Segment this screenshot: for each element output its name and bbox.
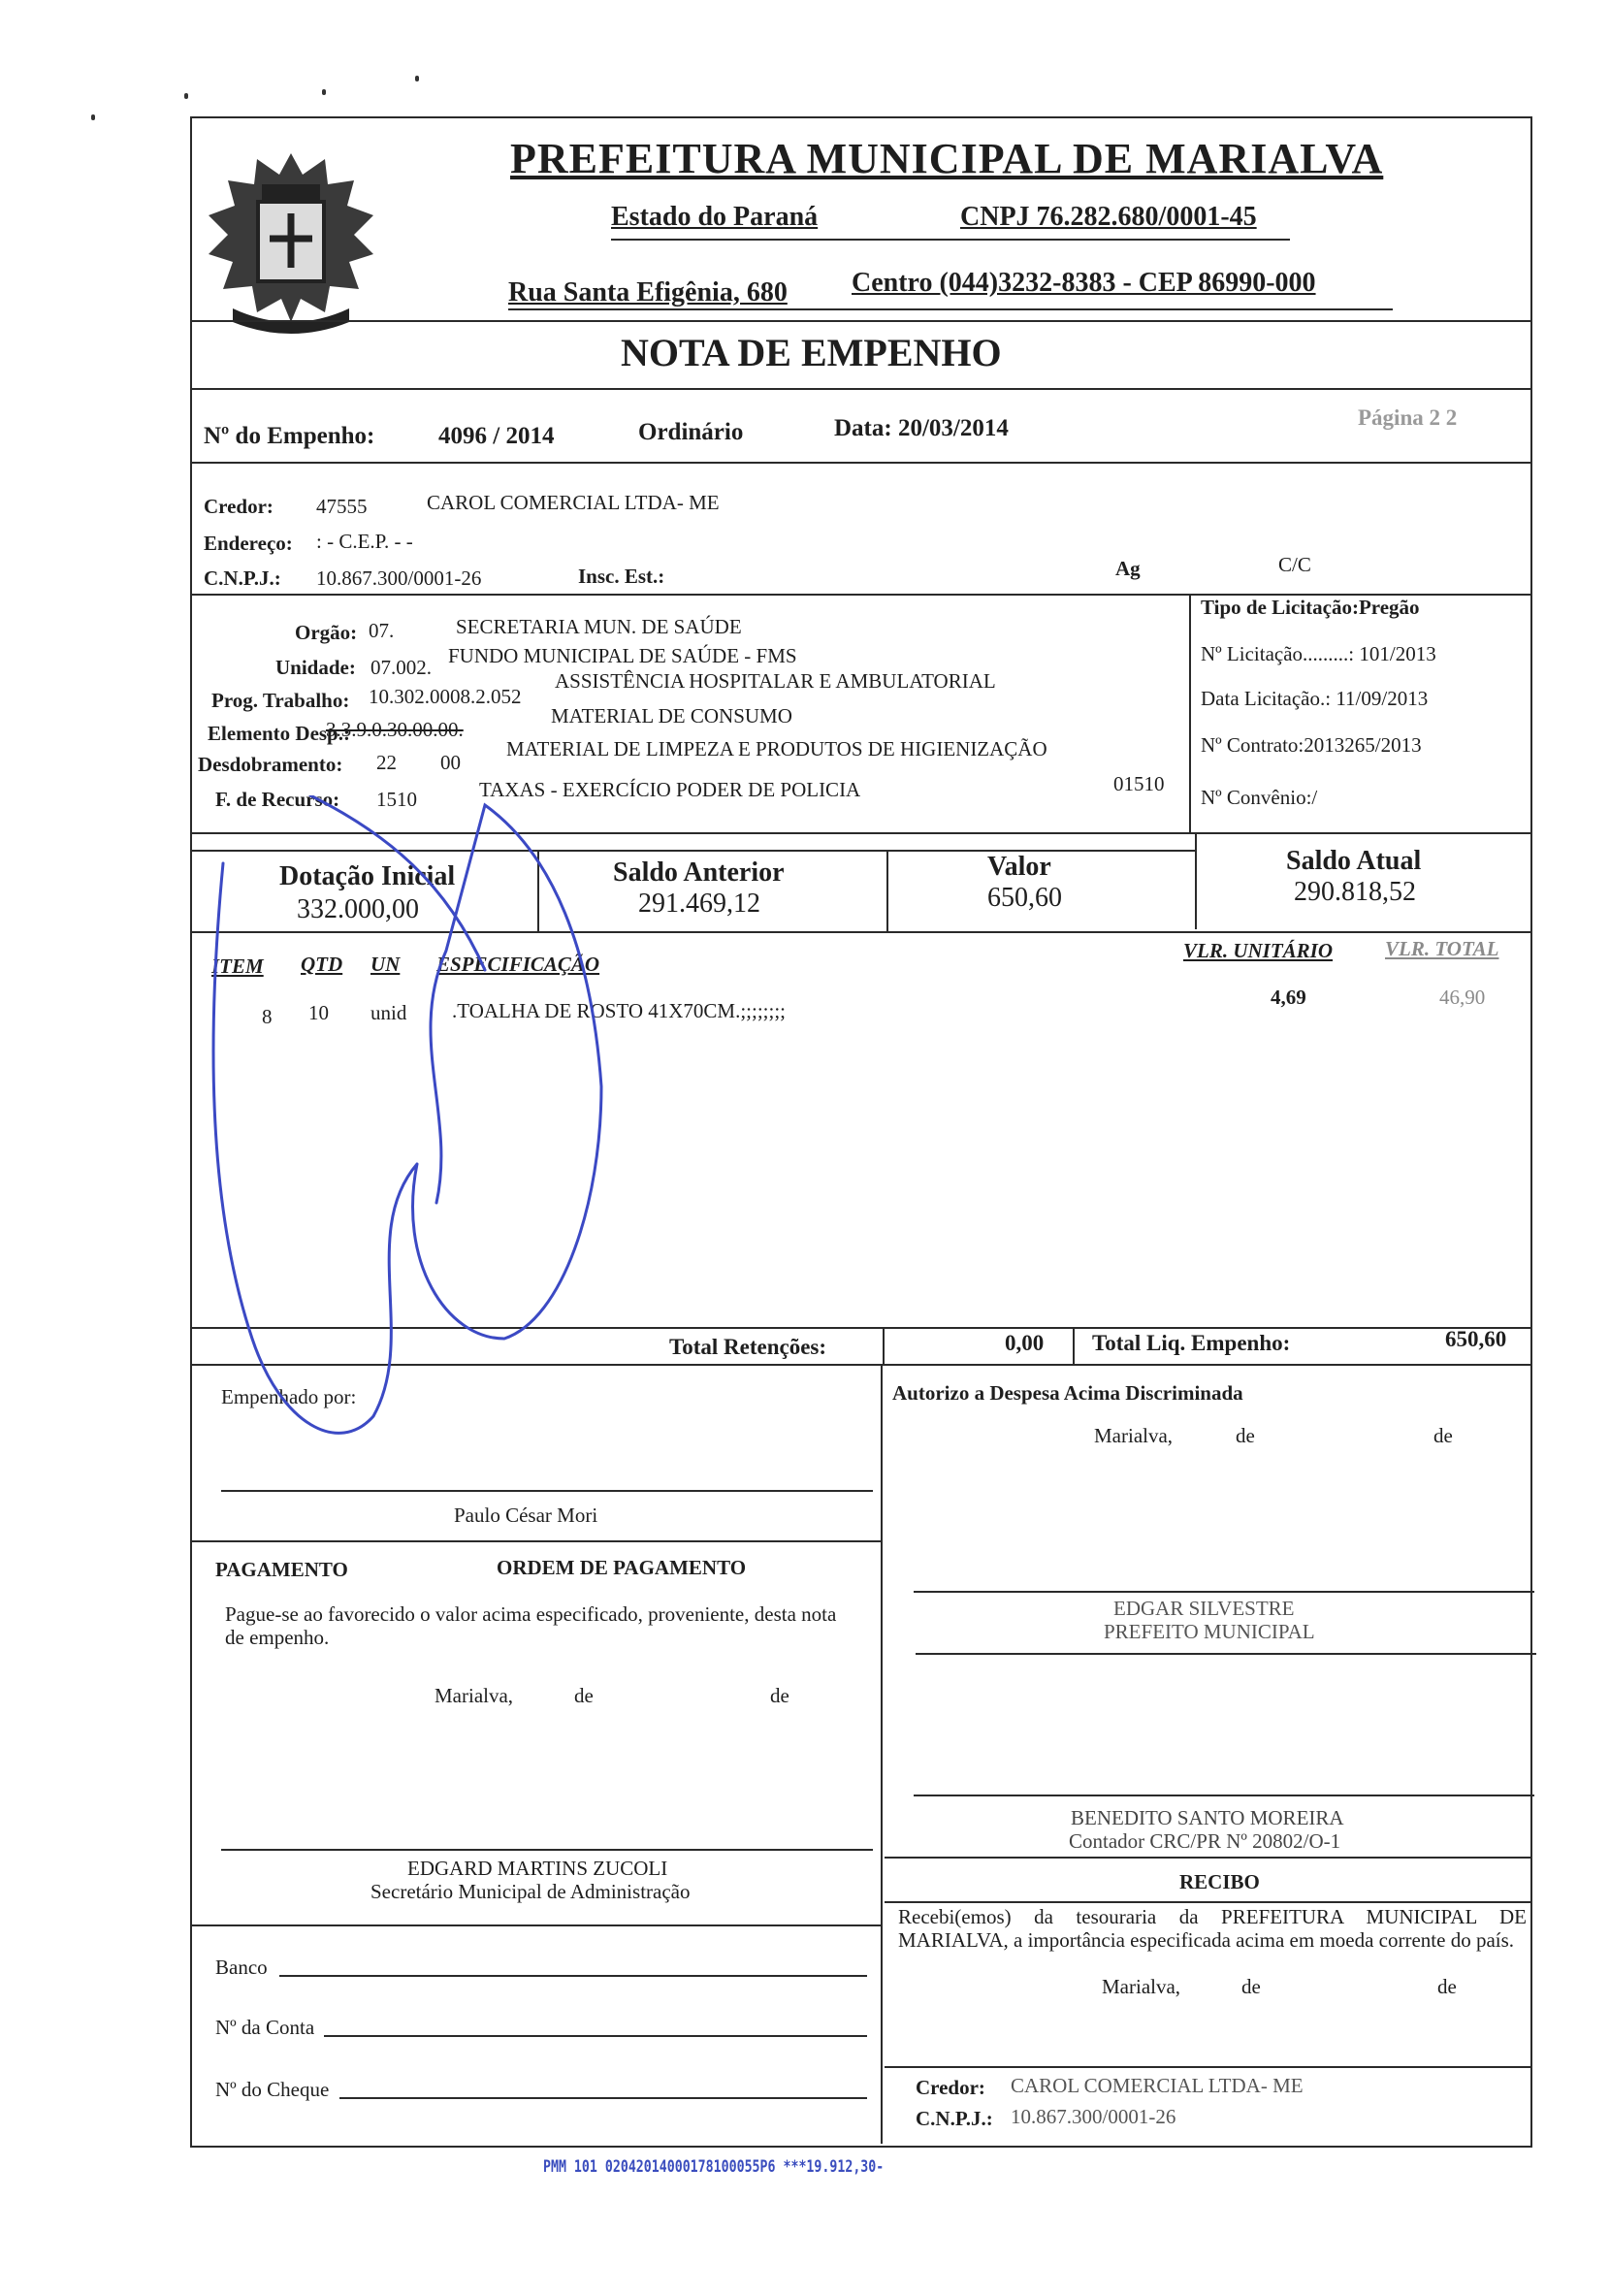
recurso-extra: 01510 <box>1113 772 1165 795</box>
col-header-qtd: QTD <box>301 953 343 976</box>
credor-label: Credor: <box>204 495 274 518</box>
pagamento-city: Marialva, <box>435 1684 514 1707</box>
scan-speck <box>184 93 188 99</box>
insc-label: Insc. Est.: <box>578 565 665 588</box>
licitacao-numero: Nº Licitação.........: 101/2013 <box>1201 642 1436 665</box>
valor-value: 650,60 <box>987 883 1062 913</box>
cc-label: C/C <box>1278 553 1311 576</box>
orgao-name: SECRETARIA MUN. DE SAÚDE <box>456 615 742 638</box>
cheque-label: Nº do Cheque <box>215 2078 330 2101</box>
retencoes-label: Total Retenções: <box>669 1335 827 1359</box>
elemento-label: Elemento Desp.: <box>208 722 350 745</box>
contador-title: Contador CRC/PR Nº 20802/O-1 <box>1069 1829 1341 1853</box>
saldo-anterior-value: 291.469,12 <box>638 889 760 919</box>
recibo-cnpj-label: C.N.P.J.: <box>916 2107 993 2130</box>
credor-code: 47555 <box>316 495 368 518</box>
recibo-credor-name: CAROL COMERCIAL LTDA- ME <box>1011 2074 1304 2097</box>
prog-label: Prog. Trabalho: <box>211 689 350 712</box>
col-header-vlr-total: VLR. TOTAL <box>1385 937 1499 960</box>
unidade-label: Unidade: <box>275 656 356 679</box>
orgao-code: 07. <box>369 619 395 642</box>
valor-label: Valor <box>987 852 1051 882</box>
recurso-label: F. de Recurso: <box>215 788 340 811</box>
prog-code: 10.302.0008.2.052 <box>369 685 522 708</box>
unidade-name: FUNDO MUNICIPAL DE SAÚDE - FMS <box>448 644 797 667</box>
row-especificacao: .TOALHA DE ROSTO 41X70CM.;;;;;;;; <box>452 999 787 1022</box>
credor-name: CAROL COMERCIAL LTDA- ME <box>427 491 720 514</box>
ag-label: Ag <box>1115 557 1141 580</box>
row-un: unid <box>370 1001 407 1024</box>
state-name: Estado do Paraná <box>611 202 819 232</box>
desdobramento-code: 22 <box>376 751 397 774</box>
empenhado-name: Paulo César Mori <box>454 1504 598 1527</box>
col-header-item: ITEM <box>211 954 264 978</box>
desdobramento-sub: 00 <box>440 751 461 774</box>
pagamento-label: PAGAMENTO <box>215 1558 348 1581</box>
scan-speck <box>415 76 419 81</box>
empenhado-label: Empenhado por: <box>221 1385 357 1408</box>
page-number: Página 2 2 <box>1358 405 1458 430</box>
recibo-cnpj-value: 10.867.300/0001-26 <box>1011 2105 1176 2128</box>
header-cnpj: CNPJ 76.282.680/0001-45 <box>960 202 1257 232</box>
pagamento-de-1: de <box>574 1684 594 1707</box>
autorizo-city: Marialva, <box>1094 1424 1174 1447</box>
row-vlr-total: 46,90 <box>1439 986 1486 1009</box>
prefeito-name: EDGAR SILVESTRE <box>1113 1597 1295 1620</box>
retencoes-value: 0,00 <box>1005 1331 1045 1355</box>
contador-name: BENEDITO SANTO MOREIRA <box>1071 1806 1344 1829</box>
scan-speck <box>322 89 326 95</box>
pagamento-text: Pague-se ao favorecido o valor acima especificado, proveniente, desta nota de empenho. <box>225 1602 837 1649</box>
row-qtd: 10 <box>308 1001 329 1024</box>
licitacao-convenio: Nº Convênio:/ <box>1201 786 1318 809</box>
banco-label: Banco <box>215 1956 268 1979</box>
empenho-number-label: Nº do Empenho: <box>204 423 375 449</box>
licitacao-data: Data Licitação.: 11/09/2013 <box>1201 687 1429 710</box>
address-label: Endereço: <box>204 532 293 555</box>
secretario-title: Secretário Municipal de Administração <box>370 1880 691 1903</box>
dotacao-label: Dotação Inicial <box>279 861 456 891</box>
licitacao-tipo: Tipo de Licitação:Pregão <box>1201 596 1420 619</box>
total-liquido-value: 650,60 <box>1445 1327 1507 1351</box>
municipality-title: PREFEITURA MUNICIPAL DE MARIALVA <box>510 135 1384 182</box>
secretario-name: EDGARD MARTINS ZUCOLI <box>407 1857 668 1880</box>
saldo-atual-value: 290.818,52 <box>1294 877 1416 907</box>
col-header-especificacao: ESPECIFICAÇÃO <box>436 953 600 976</box>
prog-name: ASSISTÊNCIA HOSPITALAR E AMBULATORIAL <box>555 669 996 693</box>
saldo-atual-label: Saldo Atual <box>1286 846 1422 876</box>
prefeito-title: PREFEITO MUNICIPAL <box>1104 1620 1315 1643</box>
recibo-text: Recebi(emos) da tesouraria da PREFEITURA MUNICIPAL DE MARIALVA, a importância especificada acima em moeda corrente do país. <box>898 1905 1527 1952</box>
cnpj-label: C.N.P.J.: <box>204 566 281 590</box>
empenho-date: Data: 20/03/2014 <box>834 415 1009 441</box>
document-title: NOTA DE EMPENHO <box>621 331 1002 374</box>
header-street: Rua Santa Efigênia, 680 <box>508 277 788 307</box>
pagamento-de-2: de <box>770 1684 789 1707</box>
autorizo-de-2: de <box>1433 1424 1453 1447</box>
col-header-un: UN <box>370 953 401 976</box>
licitacao-contrato: Nº Contrato:2013265/2013 <box>1201 733 1422 757</box>
elemento-name: MATERIAL DE CONSUMO <box>551 704 792 728</box>
municipal-coat-of-arms-logo <box>194 146 388 340</box>
desdobramento-name: MATERIAL DE LIMPEZA E PRODUTOS DE HIGIENIZAÇÃO <box>506 737 1047 760</box>
empenho-number: 4096 / 2014 <box>438 423 555 449</box>
recurso-name: TAXAS - EXERCÍCIO PODER DE POLICIA <box>479 778 861 801</box>
header-contact: Centro (044)3232-8383 - CEP 86990-000 <box>852 268 1316 298</box>
total-liquido-label: Total Liq. Empenho: <box>1092 1331 1291 1355</box>
address-value: : - C.E.P. - - <box>316 530 413 553</box>
orgao-label: Orgão: <box>295 621 358 644</box>
unidade-code: 07.002. <box>370 656 432 679</box>
desdobramento-label: Desdobramento: <box>198 753 343 776</box>
recurso-code: 1510 <box>376 788 417 811</box>
recibo-de-1: de <box>1241 1975 1261 1998</box>
dotacao-value: 332.000,00 <box>297 894 419 924</box>
empenho-type: Ordinário <box>638 419 744 445</box>
saldo-anterior-label: Saldo Anterior <box>613 857 785 888</box>
mechanical-stamp: PMM 101 02042014000178100055P6 ***19.912,30- <box>543 2157 885 2177</box>
row-item: 8 <box>262 1005 273 1028</box>
recibo-credor-label: Credor: <box>916 2076 985 2099</box>
recibo-title: RECIBO <box>1179 1870 1260 1893</box>
autorizo-text: Autorizo a Despesa Acima Discriminada <box>892 1381 1243 1405</box>
recibo-de-2: de <box>1437 1975 1457 1998</box>
cnpj-value: 10.867.300/0001-26 <box>316 566 482 590</box>
ordem-pagamento-label: ORDEM DE PAGAMENTO <box>497 1556 747 1579</box>
recibo-city: Marialva, <box>1102 1975 1181 1998</box>
conta-label: Nº da Conta <box>215 2016 315 2039</box>
col-header-vlr-unitario: VLR. UNITÁRIO <box>1183 939 1334 962</box>
scan-speck <box>91 114 95 120</box>
elemento-code: 3.3.9.0.30.00.00. <box>326 718 464 741</box>
autorizo-de-1: de <box>1236 1424 1255 1447</box>
row-vlr-unitario: 4,69 <box>1271 986 1306 1009</box>
